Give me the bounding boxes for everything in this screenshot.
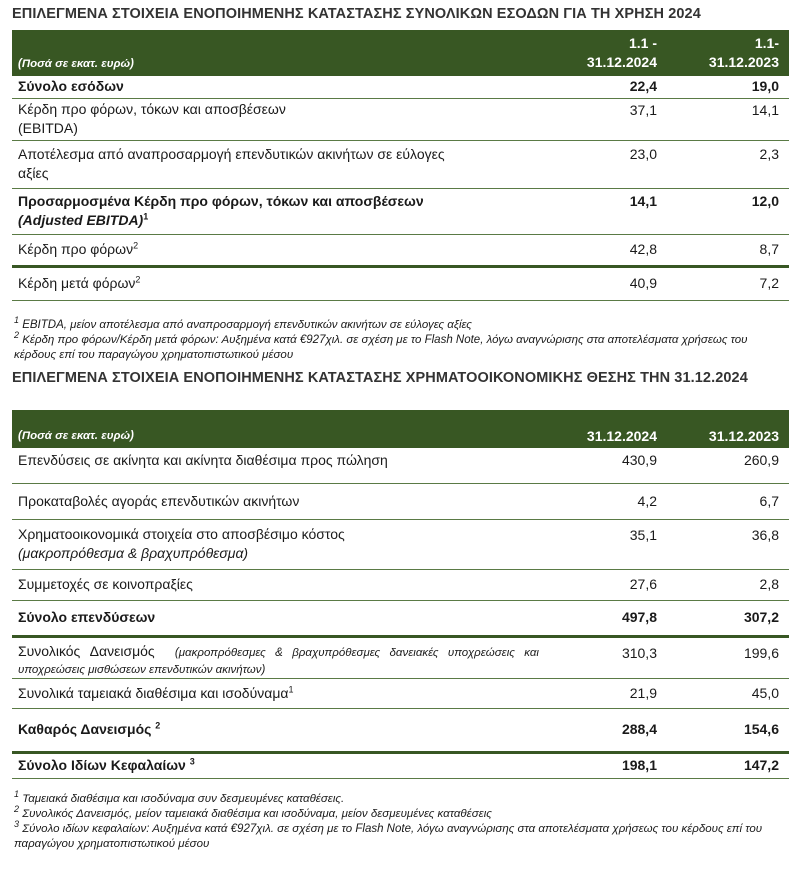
value-2024: 310,3 [545, 636, 667, 678]
table-row [12, 636, 789, 678]
income-statement-title: ΕΠΙΛΕΓΜΕΝΑ ΣΤΟΙΧΕΙΑ ΕΝΟΠΟΙΗΜΕΝΗΣ ΚΑΤΑΣΤΑΣΗΣ ΣΥΝΟΛΙΚΩΝ ΕΣΟΔΩΝ ΓΙΑ ΤΗ ΧΡΗΣΗ 2024 [12, 6, 701, 22]
row-label [12, 140, 545, 188]
row-label-line2: (EBITDA) [18, 120, 78, 136]
row-label: Σύνολο εσόδων [18, 78, 124, 95]
column-header-2023-line1: 1.1- [754, 35, 779, 51]
footnote-text: Σύνολο ιδίων κεφαλαίων: Αυξημένα κατά €927χιλ. σε σχέση με το Flash Note, λόγω αναγνώρισης στα αποτελέσματα χρήσεως του κέρδους επί του παραγώγου χρηματοπιστωτικού μέσου [14, 823, 763, 850]
balance-sheet-title: ΕΠΙΛΕΓΜΕΝΑ ΣΤΟΙΧΕΙΑ ΕΝΟΠΟΙΗΜΕΝΗΣ ΚΑΤΑΣΤΑΣΗΣ ΧΡΗΜΑΤΟΟΙΚΟΝΟΜΙΚΗΣ ΘΕΣΗΣ ΤΗΝ 31.12.2024 [12, 370, 748, 386]
value-2023: 7,2 [667, 266, 789, 300]
value-2023: 6,7 [667, 483, 789, 519]
table-row [12, 708, 789, 752]
footnote-text: EBITDA, μείον αποτέλεσμα από αναπροσαρμογή επενδυτικών ακινήτων σε εύλογες αξίες [22, 319, 472, 331]
value-2023: 19,0 [751, 78, 779, 95]
column-header-2023: 31.12.2023 [667, 410, 789, 448]
income-statement-table [12, 30, 789, 301]
row-label-text: Σύνολο Ιδίων Κεφαλαίων [18, 757, 186, 773]
footnote-ref: 3 [189, 756, 195, 767]
footnote [14, 315, 789, 333]
value-2024: 497,8 [545, 600, 667, 636]
table-row [12, 519, 789, 569]
table-row [12, 678, 789, 708]
table-header-row [12, 410, 789, 448]
value-2024: 27,6 [545, 569, 667, 600]
row-label [12, 752, 545, 778]
table-row [12, 569, 789, 600]
row-label-line1: Χρηματοοικονομικά στοιχεία στο αποσβέσιμο κόστος [18, 526, 345, 542]
value-2024: 40,9 [545, 266, 667, 300]
unit-label: (Ποσά σε εκατ. ευρώ) [12, 30, 545, 76]
row-label [12, 519, 545, 569]
balance-sheet-footnotes [14, 789, 789, 852]
table-row [12, 266, 789, 300]
footnote-number: 3 [14, 819, 20, 830]
footnote [14, 819, 789, 852]
value-2024: 21,9 [545, 678, 667, 708]
footnote-ref: 1 [143, 211, 149, 222]
row-label-line1: Κέρδη προ φόρων, τόκων και αποσβέσεων [18, 101, 286, 117]
table-row [12, 76, 789, 98]
row-label: Επενδύσεις σε ακίνητα και ακίνητα διαθέσιμα προς πώληση [18, 452, 388, 468]
value-2023: 8,7 [667, 234, 789, 266]
row-label: Σύνολο επενδύσεων [12, 600, 545, 636]
footnote-text: Ταμειακά διαθέσιμα και ισοδύναμα συν δεσμευμένες καταθέσεις. [22, 793, 345, 805]
value-2024: 42,8 [545, 234, 667, 266]
value-2024: 37,1 [545, 98, 667, 140]
row-label-text: Συνολικά ταμειακά διαθέσιμα και ισοδύναμα [18, 684, 289, 701]
row-label-line2: αξίες [18, 165, 49, 181]
row-label [12, 98, 545, 140]
row-label [12, 266, 545, 300]
value-2024: 430,9 [621, 452, 657, 468]
row-label: Προκαταβολές αγοράς επενδυτικών ακινήτων [12, 483, 545, 519]
row-label-text: Κέρδη μετά φόρων [18, 275, 136, 291]
row-label-text: Καθαρός Δανεισμός [18, 721, 152, 737]
table-row [12, 234, 789, 266]
column-header-2024-line1: 1.1 - [628, 35, 657, 51]
value-2023: 199,6 [667, 636, 789, 678]
row-label-line2: (μακροπρόθεσμα & βραχυπρόθεσμα) [18, 545, 249, 561]
value-2023: 260,9 [743, 452, 779, 468]
value-2023: 2,8 [667, 569, 789, 600]
table-row [12, 448, 789, 483]
column-header-2024: 31.12.2024 [545, 410, 667, 448]
value-2023: 307,2 [667, 600, 789, 636]
row-label: Συμμετοχές σε κοινοπραξίες [12, 569, 545, 600]
unit-label: (Ποσά σε εκατ. ευρώ) [12, 410, 545, 448]
value-2024: 288,4 [545, 708, 667, 752]
row-label [12, 708, 545, 752]
table-row [12, 483, 789, 519]
income-statement-footnotes [14, 315, 789, 363]
row-label-line2-text: (Adjusted EBITDA) [18, 212, 144, 228]
row-label-line1: Προσαρμοσμένα Κέρδη προ φόρων, τόκων και αποσβέσεων [18, 193, 424, 209]
value-2024: 23,0 [545, 140, 667, 188]
footnote-number: 1 [14, 315, 20, 326]
footnote [14, 789, 789, 807]
row-label-line2 [18, 211, 539, 230]
column-header-2024 [545, 30, 667, 76]
row-label [12, 636, 545, 678]
footnote-ref: 2 [133, 240, 139, 251]
footnote-ref: 2 [155, 720, 161, 731]
column-header-2024-line2: 31.12.2024 [586, 54, 657, 70]
table-row [12, 752, 789, 778]
footnote-text: Συνολικός Δανεισμός, μείον ταμειακά διαθέσιμα και ισοδύναμα, μείον δεσμευμένες καταθέσεις [22, 808, 492, 820]
value-2023: 14,1 [667, 98, 789, 140]
balance-sheet-table [12, 410, 789, 779]
value-2023: 147,2 [667, 752, 789, 778]
footnote [14, 330, 789, 363]
table-header-row [12, 30, 789, 76]
footnote-ref: 1 [288, 683, 294, 694]
row-label-text: Κέρδη προ φόρων [18, 241, 134, 257]
row-label-detail: (μακροπρόθεσμες & βραχυπρόθεσμες δανειακές υποχρεώσεις και υποχρεώσεις μισθώσεων επενδυτικών ακινήτων) [18, 646, 539, 676]
footnote [14, 804, 789, 822]
table-row [12, 140, 789, 188]
column-header-2023-line2: 31.12.2023 [708, 54, 779, 70]
table-row [12, 98, 789, 140]
table-row [12, 600, 789, 636]
footnote-ref: 2 [135, 274, 141, 285]
footnote-text: Κέρδη προ φόρων/Κέρδη μετά φόρων: Αυξημένα κατά €927χιλ. σε σχέση με το Flash Note, λόγω αναγνώρισης στα αποτελέσματα χρήσεως του κέρδους επί του παραγώγου χρηματοπιστωτικού μέσου [14, 334, 748, 361]
row-label [12, 234, 545, 266]
value-2024: 14,1 [545, 188, 667, 234]
value-2024: 198,1 [545, 752, 667, 778]
value-2023: 12,0 [667, 188, 789, 234]
value-2023: 154,6 [667, 708, 789, 752]
row-label-text: Συνολικός Δανεισμός [18, 642, 155, 659]
value-2024: 35,1 [545, 519, 667, 569]
column-header-2023 [667, 30, 789, 76]
row-label [12, 188, 545, 234]
footnote-number: 2 [14, 804, 20, 815]
value-2024: 22,4 [629, 78, 657, 95]
value-2023: 45,0 [667, 678, 789, 708]
row-label-line1: Αποτέλεσμα από αναπροσαρμογή επενδυτικών ακινήτων σε εύλογες [18, 146, 445, 162]
value-2023: 2,3 [667, 140, 789, 188]
table-row [12, 188, 789, 234]
footnote-number: 2 [14, 330, 20, 341]
value-2024: 4,2 [545, 483, 667, 519]
value-2023: 36,8 [667, 519, 789, 569]
row-label [12, 678, 545, 708]
footnote-number: 1 [14, 789, 20, 800]
